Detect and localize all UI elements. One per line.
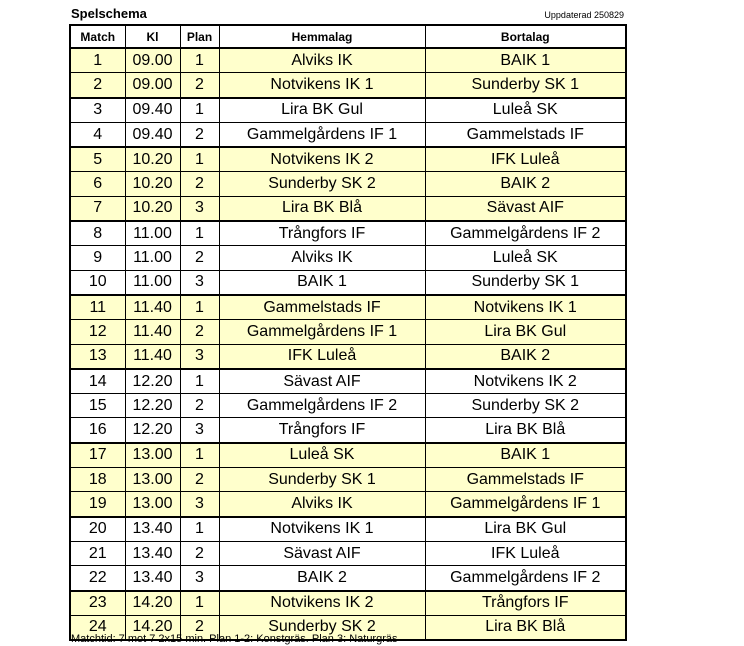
match-time-cell: 11.40 [125, 295, 180, 320]
schedule-body [70, 48, 626, 640]
match-number-cell: 19 [70, 492, 125, 517]
home-team-cell: Sunderby SK 2 [219, 615, 425, 640]
table-row [70, 196, 626, 221]
away-team-cell: Sunderby SK 2 [425, 394, 626, 418]
match-time-cell: 13.40 [125, 517, 180, 542]
field-number-cell: 2 [180, 172, 219, 196]
match-time-cell: 12.20 [125, 394, 180, 418]
match-time-cell: 12.20 [125, 369, 180, 394]
table-row [70, 566, 626, 591]
field-number-cell: 1 [180, 591, 219, 616]
home-team-cell: Gammelgårdens IF 1 [219, 320, 425, 344]
away-team-cell: Notvikens IK 1 [425, 295, 626, 320]
home-team-cell: Notvikens IK 1 [219, 517, 425, 542]
field-number-cell: 2 [180, 615, 219, 640]
match-time-cell: 14.20 [125, 591, 180, 616]
match-time-cell: 11.40 [125, 344, 180, 369]
match-time-cell: 13.40 [125, 541, 180, 565]
home-team-cell: IFK Luleå [219, 344, 425, 369]
home-team-cell: Notvikens IK 1 [219, 73, 425, 98]
match-number-cell: 22 [70, 566, 125, 591]
match-number-cell: 18 [70, 468, 125, 492]
table-row [70, 443, 626, 468]
table-row [70, 98, 626, 123]
away-team-cell: BAIK 1 [425, 443, 626, 468]
away-team-cell: Gammelgårdens IF 1 [425, 492, 626, 517]
table-row [70, 122, 626, 147]
table-row [70, 246, 626, 270]
match-time-cell: 10.20 [125, 172, 180, 196]
field-number-cell: 2 [180, 122, 219, 147]
match-time-cell: 09.40 [125, 98, 180, 123]
field-number-cell: 1 [180, 443, 219, 468]
match-time-cell: 13.40 [125, 566, 180, 591]
away-team-cell: Lira BK Gul [425, 320, 626, 344]
away-team-cell: IFK Luleå [425, 541, 626, 565]
field-number-cell: 2 [180, 541, 219, 565]
home-team-cell: Sunderby SK 1 [219, 468, 425, 492]
match-number-cell: 7 [70, 196, 125, 221]
match-time-cell: 09.40 [125, 122, 180, 147]
table-row [70, 147, 626, 172]
home-team-cell: Gammelgårdens IF 1 [219, 122, 425, 147]
table-row [70, 541, 626, 565]
match-number-cell: 14 [70, 369, 125, 394]
match-time-cell: 11.00 [125, 270, 180, 295]
home-team-cell: Lira BK Blå [219, 196, 425, 221]
match-time-cell: 10.20 [125, 196, 180, 221]
match-number-cell: 17 [70, 443, 125, 468]
field-number-cell: 3 [180, 492, 219, 517]
field-number-cell: 1 [180, 147, 219, 172]
table-row [70, 172, 626, 196]
table-row [70, 344, 626, 369]
table-row [70, 492, 626, 517]
match-time-cell: 11.40 [125, 320, 180, 344]
away-team-cell: Sunderby SK 1 [425, 73, 626, 98]
match-number-cell: 2 [70, 73, 125, 98]
away-team-cell: Trångfors IF [425, 591, 626, 616]
home-team-cell: Sävast AIF [219, 541, 425, 565]
field-number-cell: 1 [180, 295, 219, 320]
table-row [70, 295, 626, 320]
home-team-cell: BAIK 1 [219, 270, 425, 295]
table-row [70, 369, 626, 394]
field-number-cell: 2 [180, 246, 219, 270]
match-time-cell: 14.20 [125, 615, 180, 640]
away-team-cell: Luleå SK [425, 98, 626, 123]
away-team-cell: Gammelgårdens IF 2 [425, 566, 626, 591]
match-number-cell: 20 [70, 517, 125, 542]
table-row [70, 394, 626, 418]
home-team-cell: Trångfors IF [219, 418, 425, 443]
field-number-cell: 1 [180, 48, 219, 73]
away-team-cell: IFK Luleå [425, 147, 626, 172]
away-team-cell: BAIK 2 [425, 344, 626, 369]
match-number-cell: 24 [70, 615, 125, 640]
home-team-cell: Notvikens IK 2 [219, 147, 425, 172]
match-time-cell: 09.00 [125, 73, 180, 98]
field-number-cell: 2 [180, 73, 219, 98]
away-team-cell: Notvikens IK 2 [425, 369, 626, 394]
column-header-field: Plan [180, 25, 219, 48]
table-row [70, 48, 626, 73]
field-number-cell: 3 [180, 344, 219, 369]
page-title: Spelschema [71, 6, 147, 21]
match-time-cell: 13.00 [125, 443, 180, 468]
match-time-cell: 11.00 [125, 221, 180, 246]
match-number-cell: 3 [70, 98, 125, 123]
match-time-cell: 09.00 [125, 48, 180, 73]
table-row [70, 221, 626, 246]
match-number-cell: 1 [70, 48, 125, 73]
away-team-cell: Luleå SK [425, 246, 626, 270]
away-team-cell: Sunderby SK 1 [425, 270, 626, 295]
away-team-cell: Gammelstads IF [425, 122, 626, 147]
home-team-cell: Gammelstads IF [219, 295, 425, 320]
table-row [70, 517, 626, 542]
match-number-cell: 15 [70, 394, 125, 418]
field-number-cell: 3 [180, 196, 219, 221]
match-time-cell: 12.20 [125, 418, 180, 443]
footer-note: Matchtid: 7 mot 7 2x15 min. Plan 1-2: Konstgräs. Plan 3: Naturgräs [71, 633, 398, 645]
match-number-cell: 8 [70, 221, 125, 246]
home-team-cell: BAIK 2 [219, 566, 425, 591]
table-row [70, 468, 626, 492]
field-number-cell: 1 [180, 369, 219, 394]
match-number-cell: 21 [70, 541, 125, 565]
away-team-cell: Lira BK Blå [425, 418, 626, 443]
column-header-match: Match [70, 25, 125, 48]
updated-date: Uppdaterad 250829 [544, 10, 624, 20]
home-team-cell: Alviks IK [219, 492, 425, 517]
field-number-cell: 1 [180, 221, 219, 246]
away-team-cell: Lira BK Gul [425, 517, 626, 542]
column-header-away-team: Bortalag [425, 25, 626, 48]
table-row [70, 418, 626, 443]
home-team-cell: Alviks IK [219, 48, 425, 73]
match-time-cell: 11.00 [125, 246, 180, 270]
home-team-cell: Luleå SK [219, 443, 425, 468]
column-header-time: Kl [125, 25, 180, 48]
home-team-cell: Sävast AIF [219, 369, 425, 394]
match-number-cell: 16 [70, 418, 125, 443]
home-team-cell: Sunderby SK 2 [219, 172, 425, 196]
home-team-cell: Alviks IK [219, 246, 425, 270]
home-team-cell: Trångfors IF [219, 221, 425, 246]
away-team-cell: Sävast AIF [425, 196, 626, 221]
match-number-cell: 12 [70, 320, 125, 344]
away-team-cell: Gammelstads IF [425, 468, 626, 492]
match-number-cell: 4 [70, 122, 125, 147]
match-time-cell: 13.00 [125, 492, 180, 517]
match-number-cell: 10 [70, 270, 125, 295]
match-number-cell: 13 [70, 344, 125, 369]
field-number-cell: 2 [180, 468, 219, 492]
field-number-cell: 2 [180, 320, 219, 344]
field-number-cell: 1 [180, 98, 219, 123]
match-time-cell: 10.20 [125, 147, 180, 172]
table-row [70, 591, 626, 616]
match-number-cell: 5 [70, 147, 125, 172]
schedule-table [69, 24, 627, 641]
home-team-cell: Lira BK Gul [219, 98, 425, 123]
field-number-cell: 2 [180, 394, 219, 418]
away-team-cell: BAIK 1 [425, 48, 626, 73]
away-team-cell: Lira BK Blå [425, 615, 626, 640]
table-header-row [70, 25, 626, 48]
match-number-cell: 11 [70, 295, 125, 320]
column-header-home-team: Hemmalag [219, 25, 425, 48]
table-row [70, 73, 626, 98]
field-number-cell: 3 [180, 418, 219, 443]
field-number-cell: 1 [180, 517, 219, 542]
home-team-cell: Gammelgårdens IF 2 [219, 394, 425, 418]
away-team-cell: Gammelgårdens IF 2 [425, 221, 626, 246]
match-number-cell: 23 [70, 591, 125, 616]
field-number-cell: 3 [180, 270, 219, 295]
home-team-cell: Notvikens IK 2 [219, 591, 425, 616]
match-time-cell: 13.00 [125, 468, 180, 492]
table-row [70, 320, 626, 344]
match-number-cell: 9 [70, 246, 125, 270]
field-number-cell: 3 [180, 566, 219, 591]
match-number-cell: 6 [70, 172, 125, 196]
away-team-cell: BAIK 2 [425, 172, 626, 196]
table-row [70, 270, 626, 295]
